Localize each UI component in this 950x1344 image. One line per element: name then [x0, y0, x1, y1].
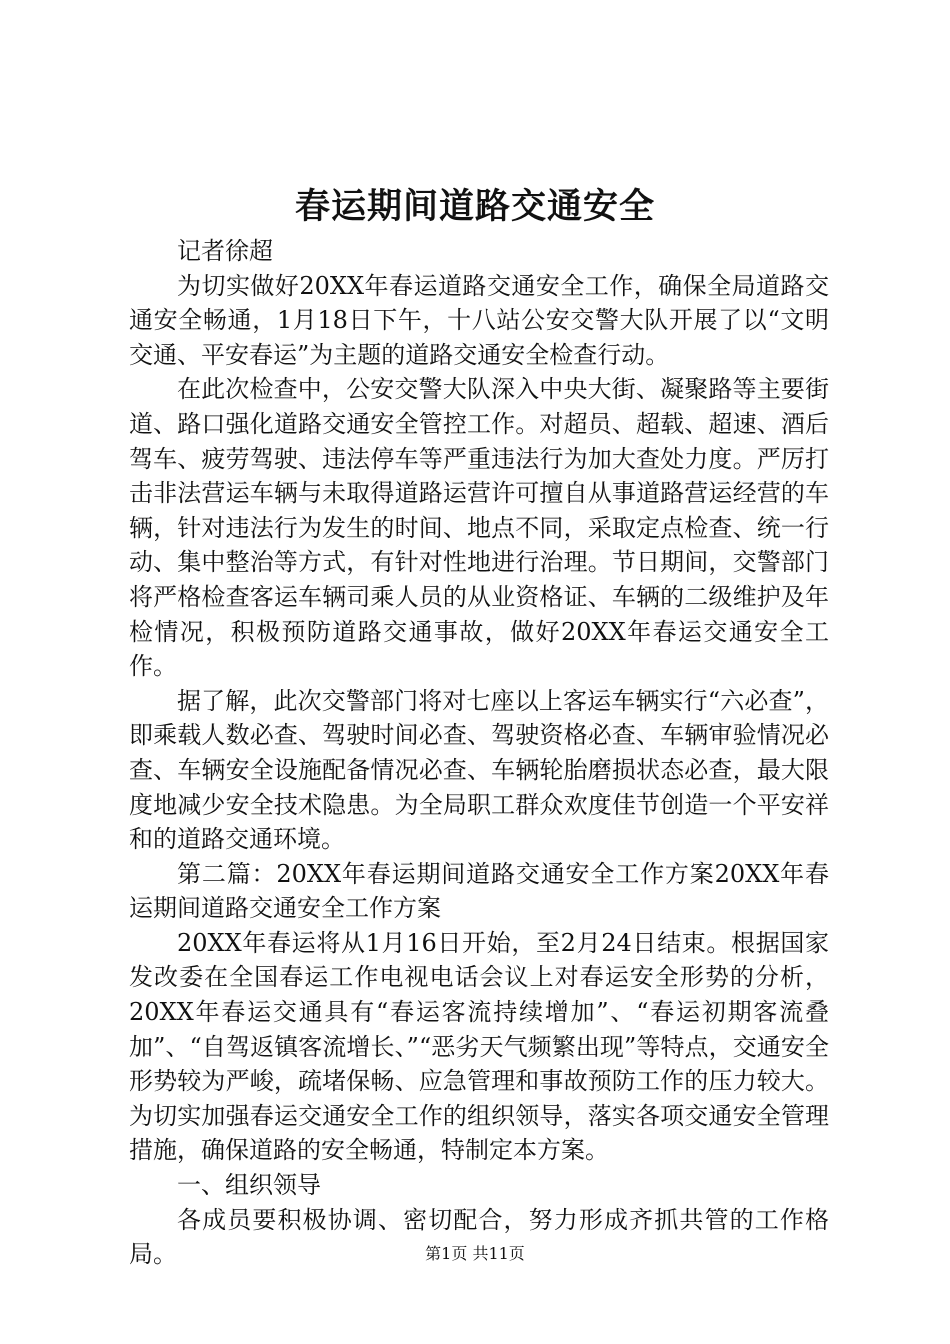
page-number-footer: 第1页 共11页	[425, 1244, 525, 1263]
section-heading-paragraph: 一、组织领导	[177, 1171, 321, 1200]
body-paragraph: 各成员要积极协调、密切配合，努力形成齐抓共管的工作格局。	[129, 1205, 829, 1269]
body-paragraph: 20XX年春运将从1月16日开始，至2月24日结束。根据国家发改委在全国春运工作电视电话会议上对春运安全形势的分析，20XX年春运交通具有“春运客流持续增加”、“春运初期客流叠加”、“自驾返镇客流增长、”“恶劣天气频繁出现”等特点，交通安全形势较为严峻，疏堵保畅、应急管理和事故预防工作的压力较大。为切实加强春运交通安全工作的组织领导，落实各项交通安全管理措施，确保道路的安全畅通，特制定本方案。	[129, 928, 829, 1165]
section-heading-paragraph: 第二篇：20XX年春运期间道路交通安全工作方案20XX年春运期间道路交通安全工作方案	[129, 859, 829, 923]
byline-paragraph: 记者徐超	[177, 237, 273, 265]
body-paragraph: 为切实做好20XX年春运道路交通安全工作，确保全局道路交通安全畅通，1月18日下午，十八站公安交警大队开展了以“文明交通、平安春运”为主题的道路交通安全检查行动。	[129, 271, 829, 369]
body-paragraph: 在此次检查中，公安交警大队深入中央大街、凝聚路等主要街道、路口强化道路交通安全管控工作。对超员、超载、超速、酒后驾车、疲劳驾驶、违法停车等严重违法行为加大查处力度。严厉打击非法营运车辆与未取得道路运营许可擅自从事道路营运经营的车辆，针对违法行为发生的时间、地点不同，采取定点检查、统一行动、集中整治等方式，有针对性地进行治理。节日期间，交警部门将严格检查客运车辆司乘人员的从业资格证、车辆的二级维护及年检情况，积极预防道路交通事故，做好20XX年春运交通安全工作。	[129, 375, 829, 681]
document-title: 春运期间道路交通安全	[294, 186, 655, 227]
document-body	[129, 234, 829, 1272]
body-paragraph: 据了解，此次交警部门将对七座以上客运车辆实行“六必查”，即乘载人数必查、驾驶时间必查、驾驶资格必查、车辆审验情况必查、车辆安全设施配备情况必查、车辆轮胎磨损状态必查，最大限度地减少安全技术隐患。为全局职工群众欢度佳节创造一个平安祥和的道路交通环境。	[129, 686, 829, 854]
